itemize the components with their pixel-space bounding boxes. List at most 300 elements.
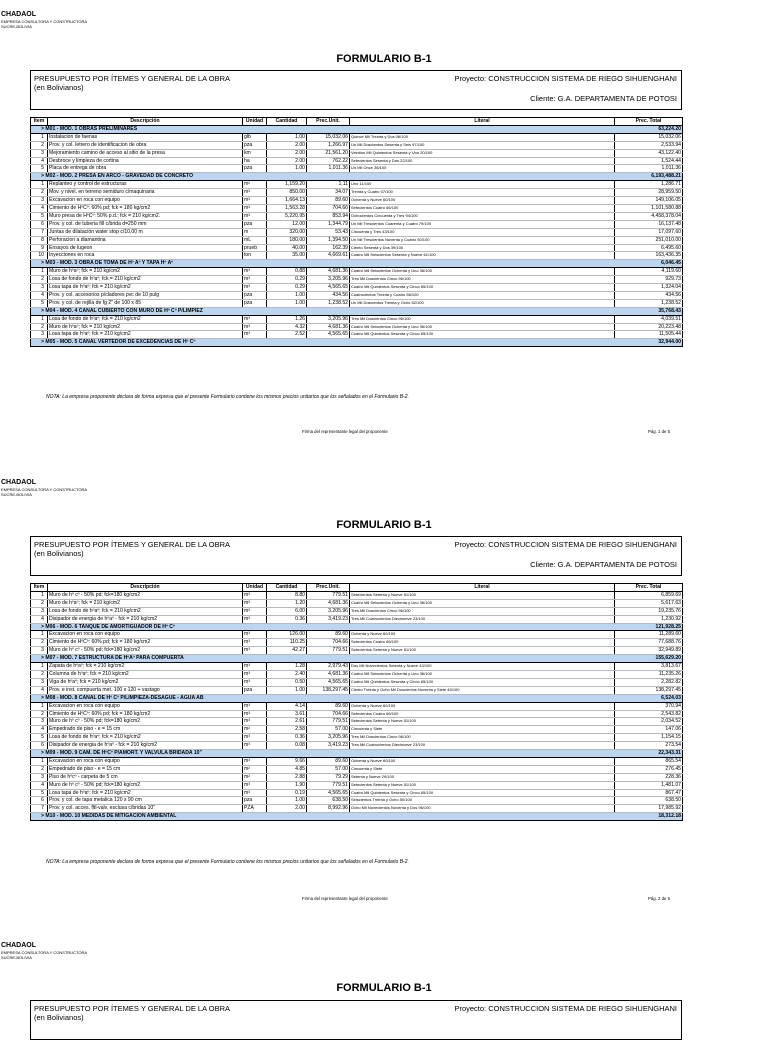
cell-unit: m³ (243, 599, 267, 607)
cell-item: 10 (31, 252, 48, 260)
col-header-total: Prec. Total (615, 118, 683, 126)
cell-literal: Treinta y Cuatro 07/100 (350, 189, 615, 197)
cell-total: 1,286.71 (615, 181, 683, 189)
cell-unit-price: 704.66 (307, 639, 350, 647)
module-total: 6,193,488.21 (615, 173, 683, 181)
cell-unit: m³ (243, 702, 267, 710)
cell-unit: ton (243, 252, 267, 260)
module-title: > M04 - MOD. 4 CANAL CUBIERTO CON MURO DE Hº Cº P/LIMPIEZ (31, 307, 615, 315)
module-total: 121,928.25 (615, 623, 683, 631)
cell-item: 5 (31, 734, 48, 742)
cell-unit: pza (243, 291, 267, 299)
company-line1: EMPRESA CONSULTORA Y CONSTRUCTORA (1, 19, 88, 24)
cell-literal: Cuatro Mil Quinientos Sesenta y Cinco 65/100 (350, 678, 615, 686)
cell-total: 867.47 (615, 789, 683, 797)
table-row (31, 805, 683, 813)
cell-item: 8 (31, 236, 48, 244)
cell-description: Muro de hºaº; fck = 210 kg/cm2 (48, 599, 243, 607)
cell-quantity: 1,159.20 (267, 181, 307, 189)
table-body (31, 591, 683, 820)
cell-total: 370.94 (615, 702, 683, 710)
cell-quantity: 110.25 (267, 639, 307, 647)
module-title: > M06 - MOD. 6 TANQUE DE AMORTIGUADOR DE Hº Cº (31, 623, 615, 631)
cell-unit-price: 162.39 (307, 244, 350, 252)
cell-literal: Setecientos Cuatro 66/100 (350, 204, 615, 212)
cell-unit-price: 2,979.43 (307, 663, 350, 671)
client-name: Cliente: G.A. DEPARTAMENTA DE POTOSI (530, 94, 677, 103)
cell-quantity: 4.32 (267, 323, 307, 331)
module-title: > M10 - MOD. 10 MEDIDAS DE MITIGACION AMBIENTAL (31, 813, 615, 821)
cell-quantity: 0.29 (267, 276, 307, 284)
cell-quantity: 180.00 (267, 236, 307, 244)
cell-literal: Setecientos Setenta y Nueve 51/100 (350, 718, 615, 726)
cell-quantity: 40.00 (267, 244, 307, 252)
company-line2: SUCRE-BOLIVIA (1, 24, 32, 29)
cell-unit: m² (243, 181, 267, 189)
module-total: 63,224.20 (615, 125, 683, 133)
module-title: > M07 - MOD. 7 ESTRUCTURA DE HºAº PARA COMPUERTA (31, 655, 615, 663)
module-row (31, 307, 683, 315)
cell-total: 138,297.45 (615, 686, 683, 694)
note-text: NOTA: La empresa proponente declara de forma expresa que el presente Formulario contiene los mismos precios unitarios que los señalados en el Formulario B-2. (46, 859, 409, 865)
cell-unit: m³ (243, 678, 267, 686)
cell-literal: Seiscientos Treinta y Ocho 50/100 (350, 797, 615, 805)
cell-literal: Un Mil Once 36/100 (350, 165, 615, 173)
project-name: Proyecto: CONSTRUCCION SISTEMA DE RIEGO SIHUENGHANI (454, 74, 677, 83)
cell-quantity: 2.00 (267, 149, 307, 157)
table-row (31, 742, 683, 750)
module-total: 32,944.00 (615, 339, 683, 347)
cell-unit-price: 89.60 (307, 757, 350, 765)
cell-literal: Tres Mil Doscientos Cinco 96/100 (350, 734, 615, 742)
table-row (31, 765, 683, 773)
cell-total: 865.54 (615, 757, 683, 765)
cell-total: 1,238.52 (615, 299, 683, 307)
cell-description: Replanteo y control de estructuras (48, 181, 243, 189)
cell-quantity: 0.36 (267, 734, 307, 742)
cell-unit: m³ (243, 591, 267, 599)
cell-total: 17,097.60 (615, 228, 683, 236)
budget-title: PRESUPUESTO POR ÍTEMES Y GENERAL DE LA OBRA (34, 74, 231, 83)
cell-total: 4,119.60 (615, 268, 683, 276)
cell-unit-price: 3,419.23 (307, 742, 350, 750)
cell-quantity: 42.27 (267, 647, 307, 655)
cell-quantity: 2.58 (267, 726, 307, 734)
cell-quantity: 0.19 (267, 789, 307, 797)
cell-total: 228.36 (615, 773, 683, 781)
table-row (31, 599, 683, 607)
cell-item: 4 (31, 291, 48, 299)
form-title: FORMULARIO B-1 (336, 519, 432, 531)
table-row (31, 189, 683, 197)
cell-item: 2 (31, 323, 48, 331)
cell-unit-price: 15,032.06 (307, 133, 350, 141)
cell-total: 2,282.82 (615, 678, 683, 686)
cell-unit: mL (243, 236, 267, 244)
cell-unit: m³ (243, 212, 267, 220)
cell-unit: m² (243, 773, 267, 781)
table-row (31, 789, 683, 797)
cell-unit: m³ (243, 710, 267, 718)
cell-literal: Tres Mil Doscientos Cinco 96/100 (350, 607, 615, 615)
cell-unit: pza (243, 797, 267, 805)
table-row (31, 204, 683, 212)
cell-unit-price: 1,394.50 (307, 236, 350, 244)
cell-total: 43,122.40 (615, 149, 683, 157)
cell-unit-price: 34.07 (307, 189, 350, 197)
cell-description: Mov. y nivel. en terreno semiduro c/maquinaria (48, 189, 243, 197)
cell-literal: Cincuenta y Siete (350, 726, 615, 734)
client-name: Cliente: G.A. DEPARTAMENTA DE POTOSI (530, 560, 677, 569)
cell-quantity: 2.00 (267, 157, 307, 165)
module-title: > M05 - MOD. 5 CANAL VERTEDOR DE EXCEDENCIAS DE Hº Cº (31, 339, 615, 347)
cell-unit-price: 4,565.65 (307, 678, 350, 686)
cell-unit: m³ (243, 323, 267, 331)
cell-description: Cimiento de HºCº: 60% pd; fck = 180 kg/cm2 (48, 710, 243, 718)
table-row (31, 220, 683, 228)
cell-total: 2,533.94 (615, 141, 683, 149)
cell-literal: Setecientos Setenta y Nueve 51/100 (350, 647, 615, 655)
cell-unit: m³ (243, 647, 267, 655)
cell-item: 4 (31, 686, 48, 694)
cell-unit: m³ (243, 284, 267, 292)
budget-table (30, 117, 683, 347)
cell-literal: Cuatro Mil Seiscientos Ochenta y Uno 36/100 (350, 670, 615, 678)
cell-unit-price: 79.29 (307, 773, 350, 781)
cell-total: 15,032.06 (615, 133, 683, 141)
table-row (31, 663, 683, 671)
cell-description: Losa tapa de hºaº; fck = 210 kg/cm2 (48, 331, 243, 339)
table-row (31, 268, 683, 276)
cell-unit: PZA (243, 805, 267, 813)
cell-unit-price: 3,205.96 (307, 607, 350, 615)
cell-unit-price: 53.43 (307, 228, 350, 236)
cell-total: 6,495.60 (615, 244, 683, 252)
cell-quantity: 1.00 (267, 686, 307, 694)
company-header (1, 942, 87, 960)
cell-unit-price: 1.11 (307, 181, 350, 189)
cell-item: 3 (31, 773, 48, 781)
cell-item: 2 (31, 639, 48, 647)
cell-item: 2 (31, 276, 48, 284)
cell-unit-price: 779.51 (307, 781, 350, 789)
cell-literal: Ochenta y Nueve 60/100 (350, 702, 615, 710)
cell-unit: m³ (243, 197, 267, 205)
cell-literal: Un Mil Doscientos Treinta y Ocho 52/100 (350, 299, 615, 307)
cell-quantity: 9.66 (267, 757, 307, 765)
cell-description: Disipador de energia de hºaº - fck = 210 kg/cm2 (48, 615, 243, 623)
note-text: NOTA: La empresa proponente declara de forma expresa que el presente Formulario contiene los mismos precios unitarios que los señalados en el Formulario B-2. (46, 394, 409, 400)
table-row (31, 165, 683, 173)
budget-currency: (en Bolivianos) (34, 83, 84, 92)
table-row (31, 678, 683, 686)
cell-description: Prov. y col. accesorios p/cladores pvc de 10 pulg (48, 291, 243, 299)
module-title: > M02 - MOD. 2 PRESA EN ARCO - GRAVEDAD DE CONCRETO (31, 173, 615, 181)
table-row (31, 141, 683, 149)
cell-unit: m³ (243, 204, 267, 212)
cell-unit: pza (243, 220, 267, 228)
cell-item: 1 (31, 702, 48, 710)
cell-total: 1,154.15 (615, 734, 683, 742)
cell-item: 3 (31, 197, 48, 205)
cell-quantity: 850.00 (267, 189, 307, 197)
cell-literal: Ciento Treinta y Ocho Mil Doscientos Noventa y Siete 45/100 (350, 686, 615, 694)
budget-currency: (en Bolivianos) (34, 549, 84, 558)
table-row (31, 670, 683, 678)
cell-description: Prov. y col. de tapa metalica 120 x 90 cm (48, 797, 243, 805)
module-total: 18,312.18 (615, 813, 683, 821)
cell-description: Muro de hº cº - 50% pd; fck=180 kg/cm2 (48, 718, 243, 726)
cell-unit-price: 1,238.52 (307, 299, 350, 307)
cell-quantity: 3.61 (267, 710, 307, 718)
cell-quantity: 1.20 (267, 599, 307, 607)
col-header-unit: Unidad (243, 584, 267, 592)
cell-item: 9 (31, 244, 48, 252)
cell-item: 3 (31, 331, 48, 339)
cell-literal: Tres Mil Doscientos Cinco 96/100 (350, 315, 615, 323)
cell-quantity: 1.00 (267, 165, 307, 173)
table-header-row (31, 118, 683, 126)
cell-description: Muro de hº cº - 50% pd; fck=180 kg/cm2 (48, 591, 243, 599)
cell-item: 4 (31, 615, 48, 623)
cell-description: Inyecciones en roca (48, 252, 243, 260)
table-row (31, 607, 683, 615)
table-row (31, 291, 683, 299)
company-line1: EMPRESA CONSULTORA Y CONSTRUCTORA (1, 950, 88, 955)
cell-total: 149,106.05 (615, 197, 683, 205)
cell-description: Excavacion en roca con equipo (48, 631, 243, 639)
cell-unit-price: 1,344.79 (307, 220, 350, 228)
cell-literal: Tres Mil Cuatrocientos Diecinueve 23/100 (350, 615, 615, 623)
cell-unit-price: 1,011.36 (307, 165, 350, 173)
budget-header-box (30, 536, 682, 576)
cell-description: Losa de fondo de hºaº; fck = 210 kg/cm2 (48, 276, 243, 284)
cell-item: 2 (31, 710, 48, 718)
cell-description: Juntas de dilatación water stop c/10,00 m (48, 228, 243, 236)
cell-quantity: 0.88 (267, 268, 307, 276)
project-name: Proyecto: CONSTRUCCION SISTEMA DE RIEGO SIHUENGHANI (454, 1004, 677, 1013)
table-row (31, 133, 683, 141)
table-row (31, 181, 683, 189)
cell-unit: m³ (243, 268, 267, 276)
budget-header-box (30, 1000, 682, 1040)
cell-literal: Veintiun Mil Quinientos Sesenta y Uno 20/100 (350, 149, 615, 157)
cell-item: 4 (31, 781, 48, 789)
cell-unit: m² (243, 726, 267, 734)
cell-quantity: 320.00 (267, 228, 307, 236)
col-header-description: Descripción (48, 584, 243, 592)
cell-description: Disipador de energia de hºaº - fck = 210 kg/cm2 (48, 742, 243, 750)
cell-unit-price: 4,565.65 (307, 789, 350, 797)
budget-currency: (en Bolivianos) (34, 1013, 84, 1022)
cell-unit: m³ (243, 757, 267, 765)
cell-quantity: 0.50 (267, 678, 307, 686)
cell-unit-price: 4,681.36 (307, 670, 350, 678)
cell-unit: m³ (243, 315, 267, 323)
table-row (31, 734, 683, 742)
cell-literal: Ocho Mil Novecientos Noventa y Dos 96/100 (350, 805, 615, 813)
col-header-literal: Literal (350, 584, 615, 592)
cell-unit-price: 3,205.96 (307, 734, 350, 742)
cell-unit-price: 779.51 (307, 647, 350, 655)
module-row (31, 623, 683, 631)
cell-description: Excavacion en roca con equipo (48, 702, 243, 710)
cell-total: 4,458,378.04 (615, 212, 683, 220)
table-row (31, 228, 683, 236)
module-row (31, 694, 683, 702)
cell-literal: Setecientos Setenta y Nueve 51/100 (350, 781, 615, 789)
cell-description: Zapata de hºaº; fck = 210 kg/cm2 (48, 663, 243, 671)
cell-description: Columna de hºaº; fck = 210 kg/cm2 (48, 670, 243, 678)
module-total: 6,046.45 (615, 260, 683, 268)
cell-item: 2 (31, 141, 48, 149)
cell-unit-price: 853.94 (307, 212, 350, 220)
cell-unit-price: 57.00 (307, 726, 350, 734)
cell-unit-price: 4,681.36 (307, 323, 350, 331)
page-number: Pág. 1 de 5 (648, 429, 670, 434)
cell-total: 77,688.76 (615, 639, 683, 647)
cell-unit: m³ (243, 639, 267, 647)
cell-item: 6 (31, 742, 48, 750)
cell-unit-price: 89.60 (307, 631, 350, 639)
cell-total: 28,959.50 (615, 189, 683, 197)
cell-description: Losa de fondo de hºaº; fck = 210 kg/cm2 (48, 607, 243, 615)
col-header-item: Item (31, 118, 48, 126)
cell-literal: Setenta y Nueve 29/100 (350, 773, 615, 781)
cell-item: 5 (31, 789, 48, 797)
cell-unit-price: 138,297.45 (307, 686, 350, 694)
cell-description: Cimiento de HºCº: 60% pd; fck = 180 kg/cm2 (48, 639, 243, 647)
cell-literal: Tres Mil Cuatrocientos Diecinueve 23/100 (350, 742, 615, 750)
cell-description: Prov. y col. letrero de identificacion de obra (48, 141, 243, 149)
cell-unit-price: 779.51 (307, 718, 350, 726)
cell-unit-price: 4,681.36 (307, 599, 350, 607)
cell-total: 434.56 (615, 291, 683, 299)
cell-quantity: 0.08 (267, 742, 307, 750)
budget-table (30, 583, 683, 821)
cell-quantity: 1.00 (267, 291, 307, 299)
cell-total: 19,235.76 (615, 607, 683, 615)
cell-total: 11,505.44 (615, 331, 683, 339)
company-name: CHADAOL (1, 942, 36, 949)
cell-total: 1,230.92 (615, 615, 683, 623)
cell-unit: m³ (243, 670, 267, 678)
cell-description: Placa de entrega de obra (48, 165, 243, 173)
cell-quantity: 1,664.13 (267, 197, 307, 205)
company-line2: SUCRE-BOLIVIA (1, 492, 32, 497)
cell-literal: Ochocientos Cincuenta y Tres 94/100 (350, 212, 615, 220)
cell-quantity: 1.90 (267, 781, 307, 789)
cell-description: Muro de hº cº - 50% pd; fck=180 kg/cm2 (48, 647, 243, 655)
table-row (31, 315, 683, 323)
cell-unit: m³ (243, 615, 267, 623)
module-title: > M01 - MOD. 1 OBRAS PRELIMINARES (31, 125, 615, 133)
cell-literal: Ochenta y Nueve 60/100 (350, 197, 615, 205)
cell-literal: Cincuenta y Siete (350, 765, 615, 773)
cell-quantity: 35.00 (267, 252, 307, 260)
table-body (31, 125, 683, 346)
cell-description: Empedrado de piso - e = 15 cm (48, 726, 243, 734)
cell-item: 1 (31, 631, 48, 639)
cell-item: 4 (31, 726, 48, 734)
cell-item: 6 (31, 220, 48, 228)
cell-description: Muro de hº cº - 50% pd; fck=180 kg/cm2 (48, 781, 243, 789)
cell-total: 276.45 (615, 765, 683, 773)
col-header-quantity: Cantidad (267, 584, 307, 592)
table-row (31, 631, 683, 639)
cell-total: 929.73 (615, 276, 683, 284)
cell-unit: m³ (243, 734, 267, 742)
page-2 (0, 470, 768, 936)
col-header-total: Prec. Total (615, 584, 683, 592)
company-line1: EMPRESA CONSULTORA Y CONSTRUCTORA (1, 487, 88, 492)
budget-title: PRESUPUESTO POR ÍTEMES Y GENERAL DE LA OBRA (34, 540, 231, 549)
cell-quantity: 0.29 (267, 284, 307, 292)
cell-total: 6,859.69 (615, 591, 683, 599)
cell-unit: km (243, 149, 267, 157)
cell-unit: prueb (243, 244, 267, 252)
cell-total: 17,985.92 (615, 805, 683, 813)
cell-item: 1 (31, 181, 48, 189)
company-line2: SUCRE-BOLIVIA (1, 955, 32, 960)
module-title: > M03 - MOD. 3 OBRA DE TOMA DE Hº Aº Y TAPA Hº Aº (31, 260, 615, 268)
cell-item: 7 (31, 228, 48, 236)
cell-unit-price: 4,669.61 (307, 252, 350, 260)
table-row (31, 212, 683, 220)
table-row (31, 276, 683, 284)
table-header-row (31, 584, 683, 592)
cell-unit: m³ (243, 718, 267, 726)
company-header (1, 11, 87, 29)
cell-total: 251,010.00 (615, 236, 683, 244)
cell-description: Prov. y col. acces. fltl-valv. esclusa c/bridas 10" (48, 805, 243, 813)
signature-line: Firma del representante legal del proponente (302, 429, 388, 434)
cell-item: 3 (31, 678, 48, 686)
cell-total: 5,617.63 (615, 599, 683, 607)
module-row (31, 125, 683, 133)
cell-unit-price: 57.00 (307, 765, 350, 773)
cell-description: Muro presa de HºCº: 50% p.d.; fck = 210 kg/cm2. (48, 212, 243, 220)
module-total: 6,524.03 (615, 694, 683, 702)
cell-quantity: 2.52 (267, 331, 307, 339)
cell-quantity: 2.00 (267, 141, 307, 149)
cell-quantity: 8.80 (267, 591, 307, 599)
company-header (1, 479, 87, 497)
cell-item: 5 (31, 212, 48, 220)
cell-quantity: 2.40 (267, 670, 307, 678)
cell-item: 4 (31, 157, 48, 165)
cell-item: 3 (31, 718, 48, 726)
table-row (31, 252, 683, 260)
cell-total: 11,289.60 (615, 631, 683, 639)
page-1 (0, 0, 768, 470)
table-row (31, 797, 683, 805)
cell-description: Losa tapa de hºaº; fck = 210 kg/cm2 (48, 789, 243, 797)
cell-unit: m³ (243, 742, 267, 750)
cell-item: 1 (31, 591, 48, 599)
cell-literal: Un Mil Doscientos Sesenta y Seis 97/100 (350, 141, 615, 149)
cell-literal: Setecientos Sesenta y Dos 22/100 (350, 157, 615, 165)
cell-unit: m³ (243, 789, 267, 797)
table-row (31, 647, 683, 655)
cell-total: 1,481.07 (615, 781, 683, 789)
module-title: > M09 - MOD. 9 CAM. DE HºCº P/AMORT. Y VALVULA BRIDADA 10" (31, 750, 615, 758)
table-row (31, 615, 683, 623)
cell-description: Prov. y col. de tuberia fill c/brida d=250 mm (48, 220, 243, 228)
cell-description: Muro de hºaº; fck = 210 kg/cm2 (48, 268, 243, 276)
cell-quantity: 4.85 (267, 765, 307, 773)
cell-description: Excavacion en roca con equipo (48, 197, 243, 205)
